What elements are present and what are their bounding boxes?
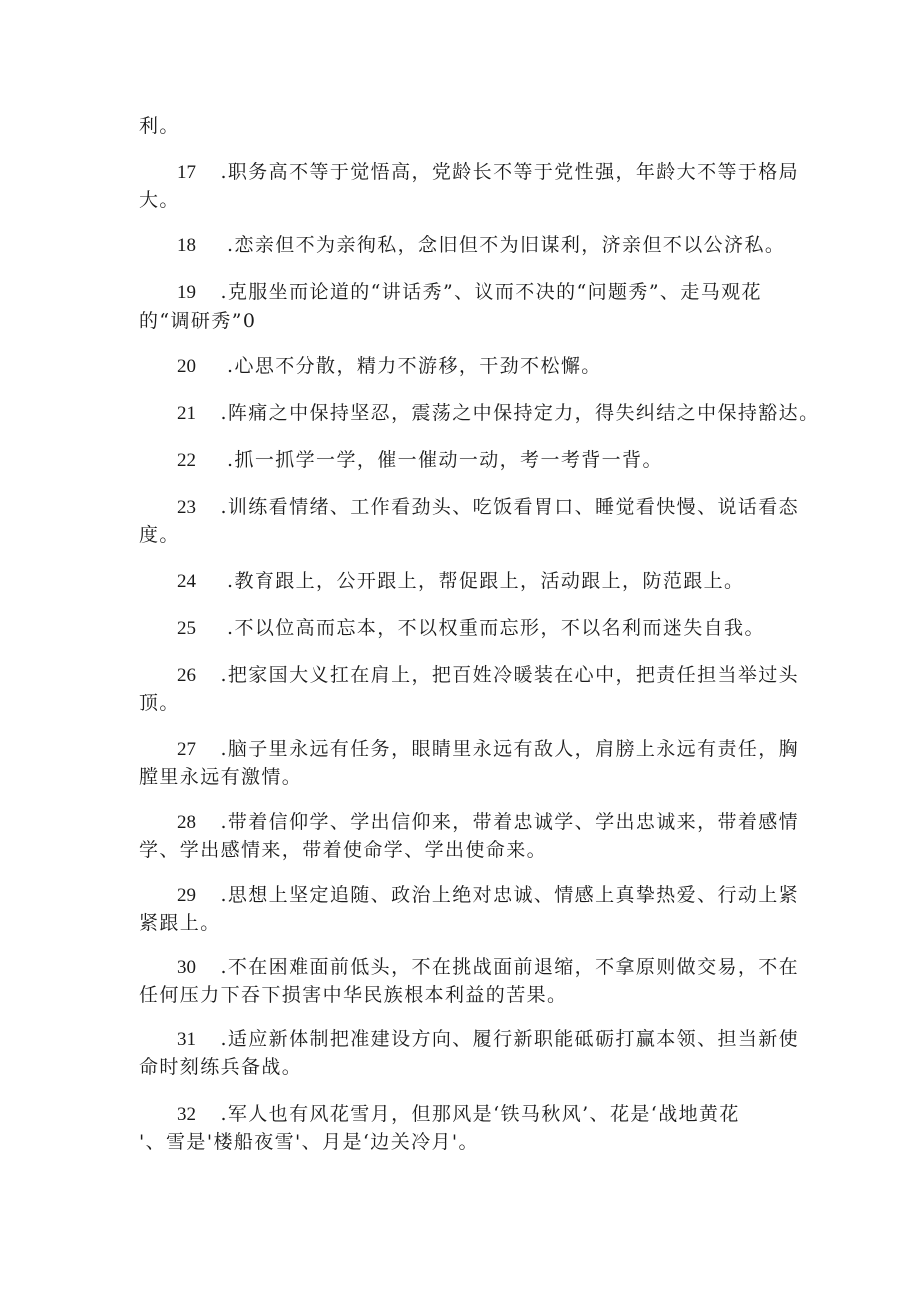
item-text: .脑子里永远有任务，眼睛里永远有敌人，肩膀上永远有责任，胸 (213, 738, 800, 760)
item-number: 23 (177, 497, 196, 518)
item-29 (177, 883, 799, 908)
item-number: 25 (177, 618, 196, 639)
item-number: 24 (177, 571, 196, 592)
item-30-cont: 任何压力下吞下损害中华民族根本利益的苦果。 (139, 984, 568, 1006)
item-text: .不以位高而忘本，不以权重而忘形，不以名利而迷失自我。 (227, 617, 765, 639)
item-text: .军人也有风花雪月，但那风是‘铁马秋风’、花是‘战地黄花 (213, 1103, 740, 1125)
item-27-cont: 膛里永远有激情。 (139, 766, 303, 788)
item-text: .克服坐而论道的“讲话秀”、议而不决的“问题秀”、走马观花 (213, 281, 762, 303)
item-31-cont: 命时刻练兵备战。 (139, 1056, 303, 1078)
item-text: .抓一抓学一学，催一催动一动，考一考背一背。 (227, 449, 663, 471)
item-31 (177, 1027, 799, 1052)
item-text: .教育跟上，公开跟上，帮促跟上，活动跟上，防范跟上。 (227, 570, 745, 592)
item-text: .训练看情绪、工作看劲头、吃饭看胃口、睡觉看快慢、说话看态 (213, 496, 800, 518)
item-number: 20 (177, 356, 196, 377)
item-number: 32 (177, 1104, 196, 1125)
item-text: .不在困难面前低头，不在挑战面前退缩，不拿原则做交易，不在 (213, 956, 800, 978)
item-24 (177, 569, 744, 594)
item-number: 22 (177, 450, 196, 471)
item-text: .把家国大义扛在肩上，把百姓冷暖装在心中，把责任担当举过头 (213, 664, 800, 686)
item-29-cont: 紧跟上。 (139, 912, 221, 934)
item-number: 30 (177, 957, 196, 978)
item-20 (177, 354, 602, 379)
item-text: .恋亲但不为亲徇私，念旧但不为旧谋利，济亲但不以公济私。 (227, 234, 786, 256)
item-number: 18 (177, 235, 196, 256)
item-28-cont: 学、学出感情来，带着使命学、学出使命来。 (139, 839, 548, 861)
item-number: 29 (177, 885, 196, 906)
item-26-cont: 顶。 (139, 692, 180, 714)
item-32 (177, 1102, 740, 1127)
item-30 (177, 955, 799, 980)
item-number: 21 (177, 403, 196, 424)
item-17-cont: 大。 (139, 189, 180, 211)
item-text: .适应新体制把准建设方向、履行新职能砥砺打赢本领、担当新使 (213, 1028, 800, 1050)
item-19 (177, 280, 762, 305)
item-text: .思想上坚定追随、政治上绝对忠诚、情感上真挚热爱、行动上紧 (213, 884, 800, 906)
item-number: 28 (177, 812, 196, 833)
item-number: 19 (177, 282, 196, 303)
item-17 (177, 160, 799, 185)
item-number: 17 (177, 162, 196, 183)
item-text: .心思不分散，精力不游移，干劲不松懈。 (227, 355, 602, 377)
item-number: 26 (177, 665, 196, 686)
item-18 (177, 233, 785, 258)
item-27 (177, 737, 799, 762)
item-22 (177, 448, 663, 473)
continuation-line: 利。 (139, 115, 180, 137)
item-number: 27 (177, 739, 196, 760)
item-text: .阵痛之中保持坚忍，震荡之中保持定力，得失纠结之中保持豁达。 (213, 402, 820, 424)
item-23-cont: 度。 (139, 524, 180, 546)
item-23 (177, 495, 799, 520)
item-number: 31 (177, 1029, 196, 1050)
item-text: .带着信仰学、学出信仰来，带着忠诚学、学出忠诚来，带着感情 (213, 811, 800, 833)
item-32-cont: '、雪是'楼船夜雪'、月是‘边关冷月'。 (139, 1131, 479, 1153)
item-28 (177, 810, 799, 835)
item-26 (177, 663, 799, 688)
item-19-cont: 的“调研秀”0 (139, 310, 257, 332)
item-21 (177, 401, 819, 426)
item-25 (177, 616, 765, 641)
item-text: .职务高不等于觉悟高，党龄长不等于党性强，年龄大不等于格局 (213, 161, 800, 183)
